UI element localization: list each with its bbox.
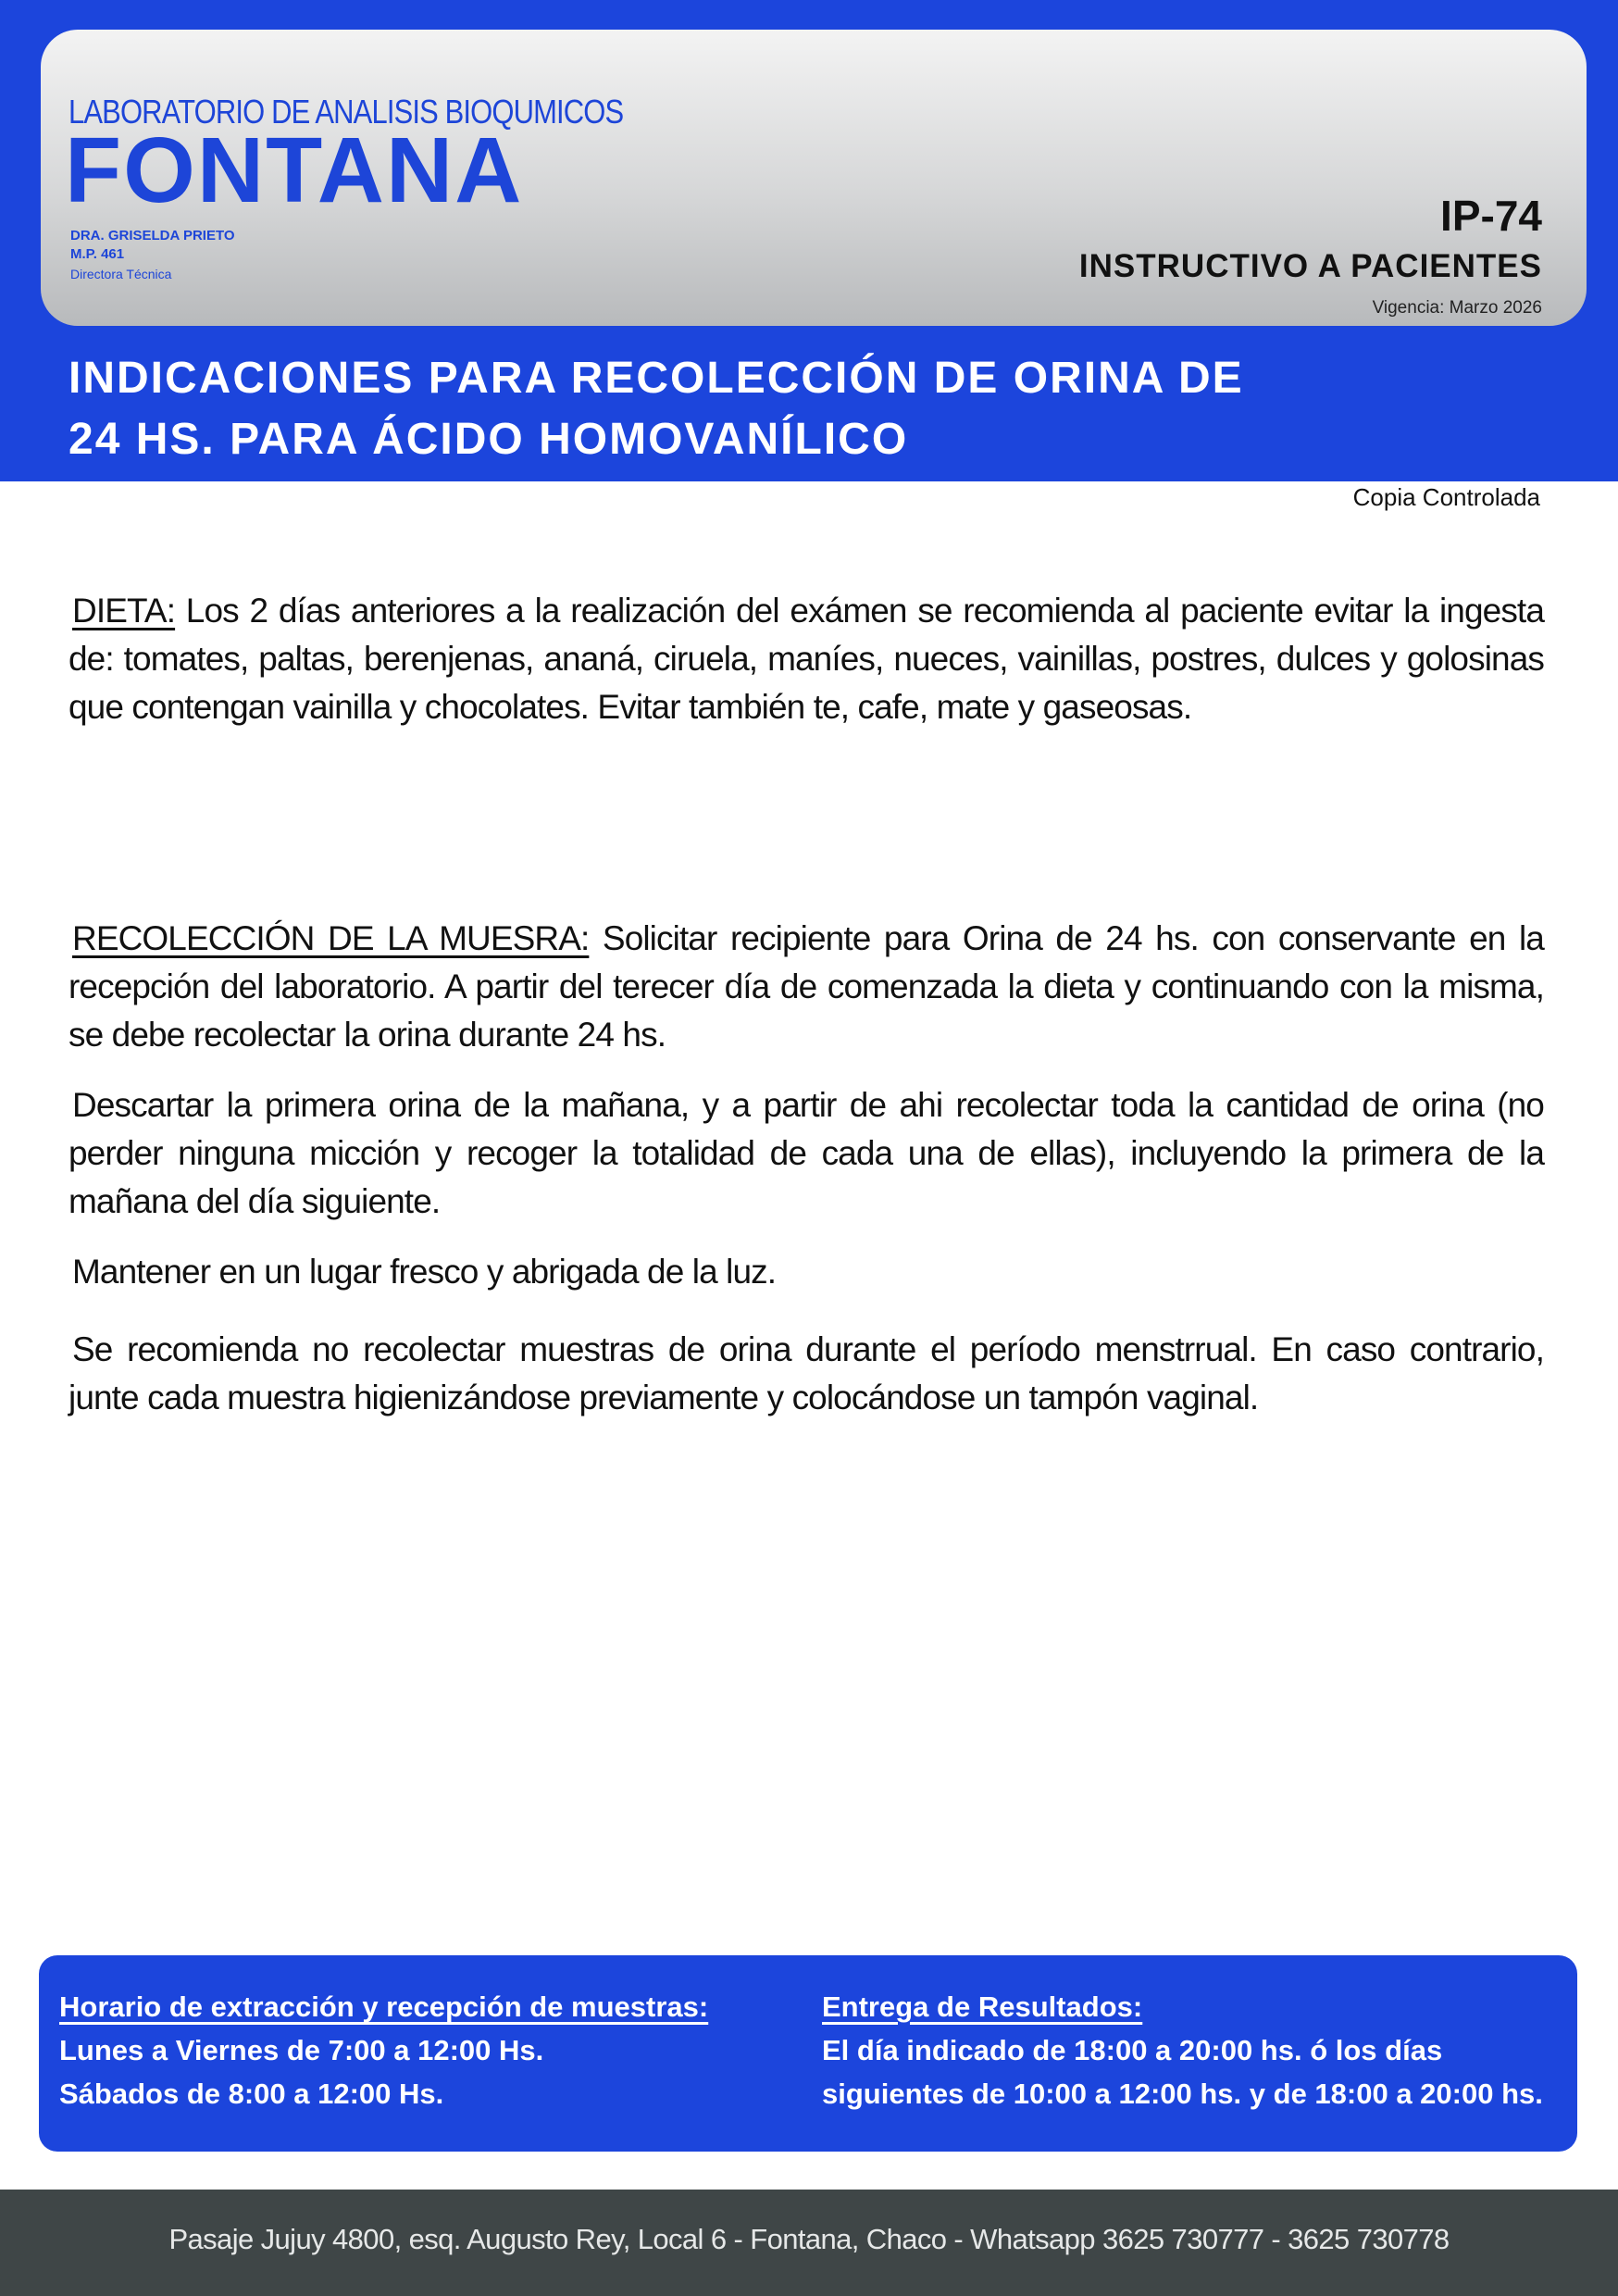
- schedule-info-box: [39, 1955, 1577, 2152]
- results-line1: El día indicado de 18:00 a 20:00 hs. ó los días: [822, 2034, 1443, 2066]
- menstrual-paragraph: [68, 1326, 1544, 1422]
- diet-label: DIETA:: [72, 592, 176, 630]
- page-title-line2: 24 HS. PARA ÁCIDO HOMOVANÍLICO: [68, 415, 909, 464]
- storage-paragraph: [68, 1248, 1544, 1296]
- page-title-line1: INDICACIONES PARA RECOLECCIÓN DE ORINA DE: [68, 354, 1244, 403]
- results-heading: Entrega de Resultados:: [822, 1990, 1143, 2023]
- document-code: IP-74: [1440, 192, 1542, 240]
- collection-paragraph: [68, 915, 1544, 1059]
- hours-column: [59, 1985, 708, 2115]
- director-role: Directora Técnica: [70, 267, 172, 281]
- hours-line-saturday: Sábados de 8:00 a 12:00 Hs.: [59, 2078, 444, 2110]
- footer-address: Pasaje Jujuy 4800, esq. Augusto Rey, Local 6 - Fontana, Chaco - Whatsapp 3625 730777 - 3625 730778: [168, 2223, 1450, 2255]
- menstrual-text: Se recomienda no recolectar muestras de orina durante el período menstrrual. En caso contrario, junte cada muestra higienizándose previamente y colocándose un tampón vaginal.: [68, 1330, 1544, 1416]
- hours-heading: Horario de extracción y recepción de muestras:: [59, 1990, 709, 2023]
- collection-text: recipiente para Orina de 24 hs. con conservante en la recepción del laboratorio. A partir del terecer día de comenzada la dieta y continuando con la misma, se debe recolectar la orina durante 24 hs.: [68, 919, 1544, 1054]
- hours-line-weekdays: Lunes a Viernes de 7:00 a 12:00 Hs.: [59, 2034, 544, 2066]
- controlled-copy-note: Copia Controlada: [1352, 483, 1540, 511]
- collection-lead: Solicitar: [589, 919, 717, 957]
- document-type: INSTRUCTIVO A PACIENTES: [1078, 248, 1542, 284]
- footer-bar: [0, 2190, 1618, 2296]
- results-line2: siguientes de 10:00 a 12:00 hs. y de 18:00 a 20:00 hs.: [822, 2078, 1543, 2110]
- director-license: M.P. 461: [70, 246, 125, 262]
- director-name: DRA. GRISELDA PRIETO: [70, 228, 235, 243]
- diet-paragraph: [68, 587, 1544, 731]
- diet-text: Los 2 días anteriores a la realización del exámen se recomienda al paciente evitar la ingesta de: tomates, paltas, berenjenas, ananá, ciruela, maníes, nueces, vainillas, postres, dulces y golosinas que contengan vainilla y chocolates. Evitar también te, cafe, mate y gaseosas.: [68, 592, 1544, 726]
- discard-paragraph: [68, 1081, 1544, 1226]
- discard-text: Descartar la primera orina de la mañana, y a partir de ahi recolectar toda la cantidad de orina (no perder ninguna micción y recoger la totalidad de cada una de ellas), incluyendo la primera de la mañana del día siguiente.: [68, 1086, 1544, 1220]
- storage-text: Mantener en un lugar fresco y abrigada de la luz.: [72, 1253, 777, 1291]
- results-column: [822, 1985, 1543, 2115]
- lab-name: LABORATORIO DE ANALISIS BIOQUMICOS: [68, 93, 624, 131]
- page-title: [68, 348, 1457, 470]
- validity-date: Vigencia: Marzo 2026: [1372, 298, 1542, 318]
- brand-logo-text: FONTANA: [65, 119, 524, 222]
- collection-label: RECOLECCIÓN DE LA MUESRA:: [72, 919, 590, 957]
